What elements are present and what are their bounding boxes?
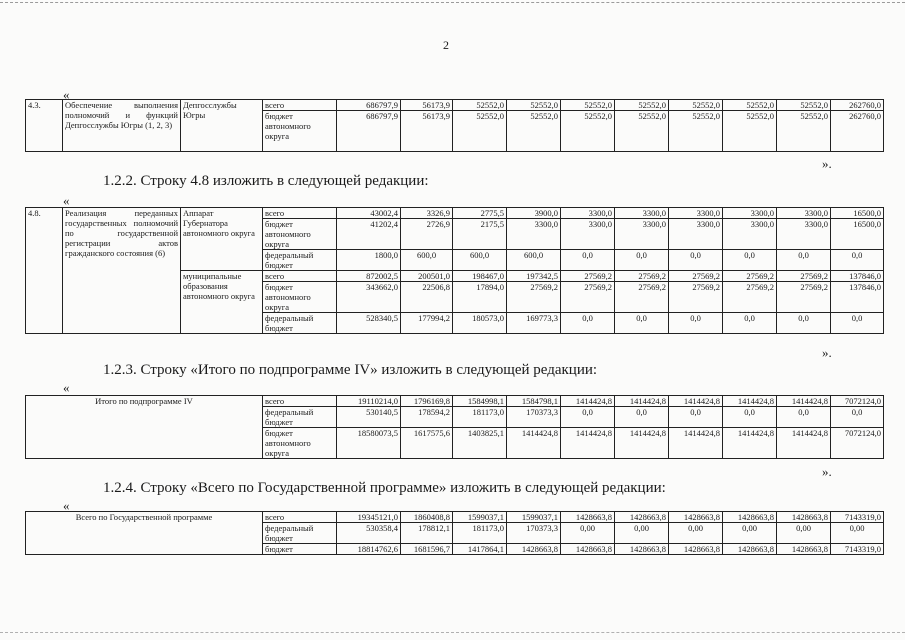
value-cell: 3300,0 bbox=[561, 208, 615, 219]
value-cell: 27569,2 bbox=[669, 271, 723, 282]
value-cell: 2726,9 bbox=[401, 219, 453, 250]
measure-name: Обеспечение выполнения полномочий и функций Депгосслужбы Югры (1, 2, 3) bbox=[63, 100, 181, 152]
value-cell: 1860408,8 bbox=[401, 512, 453, 523]
scan-top-edge bbox=[0, 2, 905, 3]
value-cell: 600,0 bbox=[401, 250, 453, 271]
value-cell: 52552,0 bbox=[777, 100, 831, 111]
table-program-total bbox=[25, 511, 884, 555]
value-cell: 27569,2 bbox=[507, 282, 561, 313]
table-subtotal-iv bbox=[25, 395, 884, 459]
open-quote: « bbox=[63, 380, 70, 395]
value-cell: 1428663,8 bbox=[561, 544, 615, 555]
section-heading-1-2-3: 1.2.3. Строку «Итого по подпрограмме IV» изложить в следующей редакции: bbox=[103, 362, 598, 378]
value-cell: 0,0 bbox=[615, 407, 669, 428]
row-title: Итого по подпрограмме IV bbox=[26, 396, 263, 459]
value-cell: 0,0 bbox=[561, 407, 615, 428]
value-cell: 177994,2 bbox=[401, 313, 453, 334]
value-cell: 530140,5 bbox=[337, 407, 401, 428]
value-cell: 52552,0 bbox=[561, 111, 615, 152]
value-cell: 686797,9 bbox=[337, 111, 401, 152]
value-cell: 43002,4 bbox=[337, 208, 401, 219]
scan-bottom-edge bbox=[0, 632, 905, 633]
value-cell: 0,0 bbox=[777, 250, 831, 271]
value-cell: 27569,2 bbox=[561, 271, 615, 282]
table-row-4-8 bbox=[25, 207, 884, 334]
value-cell: 1428663,8 bbox=[777, 544, 831, 555]
value-cell: 0,0 bbox=[831, 250, 884, 271]
value-cell: 0,0 bbox=[777, 313, 831, 334]
value-cell: 7143319,0 bbox=[831, 512, 884, 523]
value-cell: 27569,2 bbox=[777, 282, 831, 313]
value-cell: 169773,3 bbox=[507, 313, 561, 334]
value-cell: 181173,0 bbox=[453, 407, 507, 428]
source-label: федеральный бюджет bbox=[263, 523, 337, 544]
value-cell: 1599037,1 bbox=[453, 512, 507, 523]
value-cell: 27569,2 bbox=[723, 282, 777, 313]
table-row-4-3 bbox=[25, 99, 884, 152]
source-label: всего bbox=[263, 512, 337, 523]
value-cell: 0,0 bbox=[723, 407, 777, 428]
value-cell: 178594,2 bbox=[401, 407, 453, 428]
table-row bbox=[26, 396, 884, 407]
page-number: 2 bbox=[443, 38, 449, 52]
open-quote: « bbox=[63, 498, 70, 513]
value-cell: 600,0 bbox=[507, 250, 561, 271]
source-label: всего bbox=[263, 271, 337, 282]
value-cell: 1414424,8 bbox=[669, 428, 723, 459]
section-heading-1-2-4: 1.2.4. Строку «Всего по Государственной программе» изложить в следующей редакции: bbox=[103, 480, 666, 496]
value-cell: 197342,5 bbox=[507, 271, 561, 282]
value-cell: 1428663,8 bbox=[615, 512, 669, 523]
value-cell: 1414424,8 bbox=[615, 428, 669, 459]
value-cell: 52552,0 bbox=[615, 100, 669, 111]
value-cell: 1414424,8 bbox=[723, 396, 777, 407]
value-cell: 41202,4 bbox=[337, 219, 401, 250]
value-cell: 1414424,8 bbox=[507, 428, 561, 459]
value-cell: 1584998,1 bbox=[453, 396, 507, 407]
table-row bbox=[26, 208, 884, 219]
source-label: бюджет bbox=[263, 544, 337, 555]
value-cell: 0,0 bbox=[561, 250, 615, 271]
value-cell: 56173,9 bbox=[401, 100, 453, 111]
value-cell: 3300,0 bbox=[669, 219, 723, 250]
value-cell: 3300,0 bbox=[723, 208, 777, 219]
value-cell: 0,00 bbox=[669, 523, 723, 544]
table-row bbox=[26, 512, 884, 523]
source-label: всего bbox=[263, 100, 337, 111]
value-cell: 343662,0 bbox=[337, 282, 401, 313]
value-cell: 1403825,1 bbox=[453, 428, 507, 459]
source-label: федеральный бюджет bbox=[263, 250, 337, 271]
value-cell: 170373,3 bbox=[507, 407, 561, 428]
value-cell: 0,0 bbox=[831, 407, 884, 428]
value-cell: 3300,0 bbox=[615, 208, 669, 219]
open-quote: « bbox=[63, 87, 70, 102]
value-cell: 2175,5 bbox=[453, 219, 507, 250]
executor-name: Депгосслужбы Югры bbox=[181, 100, 263, 152]
value-cell: 1414424,8 bbox=[561, 396, 615, 407]
value-cell: 27569,2 bbox=[561, 282, 615, 313]
value-cell: 3900,0 bbox=[507, 208, 561, 219]
value-cell: 1428663,8 bbox=[777, 512, 831, 523]
value-cell: 1428663,8 bbox=[561, 512, 615, 523]
value-cell: 1800,0 bbox=[337, 250, 401, 271]
value-cell: 0,00 bbox=[723, 523, 777, 544]
source-label: федеральный бюджет bbox=[263, 407, 337, 428]
value-cell: 0,0 bbox=[615, 250, 669, 271]
value-cell: 0,0 bbox=[669, 313, 723, 334]
value-cell: 1428663,8 bbox=[507, 544, 561, 555]
value-cell: 52552,0 bbox=[453, 100, 507, 111]
executor-name: муниципальные образования автономного округа bbox=[181, 271, 263, 334]
value-cell: 1599037,1 bbox=[507, 512, 561, 523]
source-label: бюджет автономного округа bbox=[263, 428, 337, 459]
value-cell: 262760,0 bbox=[831, 100, 884, 111]
value-cell: 7072124,0 bbox=[831, 428, 884, 459]
value-cell: 0,00 bbox=[831, 523, 884, 544]
close-quote: ». bbox=[822, 464, 832, 479]
value-cell: 3300,0 bbox=[669, 208, 723, 219]
value-cell: 1428663,8 bbox=[723, 512, 777, 523]
value-cell: 1414424,8 bbox=[777, 428, 831, 459]
value-cell: 16500,0 bbox=[831, 219, 884, 250]
value-cell: 0,0 bbox=[723, 250, 777, 271]
value-cell: 3300,0 bbox=[507, 219, 561, 250]
value-cell: 2775,5 bbox=[453, 208, 507, 219]
value-cell: 137846,0 bbox=[831, 282, 884, 313]
value-cell: 1414424,8 bbox=[723, 428, 777, 459]
value-cell: 1428663,8 bbox=[723, 544, 777, 555]
value-cell: 600,0 bbox=[453, 250, 507, 271]
value-cell: 18814762,6 bbox=[337, 544, 401, 555]
value-cell: 0,0 bbox=[615, 313, 669, 334]
value-cell: 56173,9 bbox=[401, 111, 453, 152]
value-cell: 1414424,8 bbox=[669, 396, 723, 407]
value-cell: 52552,0 bbox=[669, 111, 723, 152]
value-cell: 52552,0 bbox=[453, 111, 507, 152]
value-cell: 1428663,8 bbox=[615, 544, 669, 555]
value-cell: 3300,0 bbox=[561, 219, 615, 250]
value-cell: 0,0 bbox=[777, 407, 831, 428]
value-cell: 1584798,1 bbox=[507, 396, 561, 407]
open-quote: « bbox=[63, 193, 70, 208]
value-cell: 52552,0 bbox=[615, 111, 669, 152]
value-cell: 7143319,0 bbox=[831, 544, 884, 555]
table-row bbox=[26, 100, 884, 111]
value-cell: 52552,0 bbox=[723, 100, 777, 111]
value-cell: 27569,2 bbox=[615, 271, 669, 282]
row-number: 4.8. bbox=[26, 208, 63, 334]
value-cell: 1414424,8 bbox=[777, 396, 831, 407]
value-cell: 0,0 bbox=[669, 250, 723, 271]
value-cell: 0,0 bbox=[669, 407, 723, 428]
value-cell: 530358,4 bbox=[337, 523, 401, 544]
value-cell: 52552,0 bbox=[561, 100, 615, 111]
value-cell: 3300,0 bbox=[777, 208, 831, 219]
row-title: Всего по Государственной программе bbox=[26, 512, 263, 555]
value-cell: 27569,2 bbox=[669, 282, 723, 313]
value-cell: 170373,3 bbox=[507, 523, 561, 544]
value-cell: 3326,9 bbox=[401, 208, 453, 219]
value-cell: 7072124,0 bbox=[831, 396, 884, 407]
value-cell: 686797,9 bbox=[337, 100, 401, 111]
value-cell: 52552,0 bbox=[669, 100, 723, 111]
value-cell: 3300,0 bbox=[723, 219, 777, 250]
value-cell: 19110214,0 bbox=[337, 396, 401, 407]
value-cell: 3300,0 bbox=[615, 219, 669, 250]
value-cell: 27569,2 bbox=[723, 271, 777, 282]
value-cell: 52552,0 bbox=[507, 111, 561, 152]
source-label: бюджет автономного округа bbox=[263, 111, 337, 152]
value-cell: 0,0 bbox=[561, 313, 615, 334]
value-cell: 137846,0 bbox=[831, 271, 884, 282]
value-cell: 180573,0 bbox=[453, 313, 507, 334]
measure-name: Реализация переданных государственных полномочий по государственной регистрации актов гражданского состояния (6) bbox=[63, 208, 181, 334]
value-cell: 872002,5 bbox=[337, 271, 401, 282]
value-cell: 200501,0 bbox=[401, 271, 453, 282]
value-cell: 528340,5 bbox=[337, 313, 401, 334]
value-cell: 262760,0 bbox=[831, 111, 884, 152]
value-cell: 1414424,8 bbox=[615, 396, 669, 407]
value-cell: 27569,2 bbox=[777, 271, 831, 282]
value-cell: 0,0 bbox=[831, 313, 884, 334]
value-cell: 0,00 bbox=[777, 523, 831, 544]
value-cell: 18580073,5 bbox=[337, 428, 401, 459]
value-cell: 1428663,8 bbox=[669, 544, 723, 555]
source-label: бюджет автономного округа bbox=[263, 282, 337, 313]
value-cell: 1617575,6 bbox=[401, 428, 453, 459]
value-cell: 178812,1 bbox=[401, 523, 453, 544]
value-cell: 52552,0 bbox=[507, 100, 561, 111]
close-quote: ». bbox=[822, 345, 832, 360]
value-cell: 0,0 bbox=[723, 313, 777, 334]
source-label: федеральный бюджет bbox=[263, 313, 337, 334]
value-cell: 52552,0 bbox=[723, 111, 777, 152]
value-cell: 1796169,8 bbox=[401, 396, 453, 407]
value-cell: 17894,0 bbox=[453, 282, 507, 313]
value-cell: 1428663,8 bbox=[669, 512, 723, 523]
source-label: всего bbox=[263, 396, 337, 407]
value-cell: 181173,0 bbox=[453, 523, 507, 544]
value-cell: 1414424,8 bbox=[561, 428, 615, 459]
value-cell: 22506,8 bbox=[401, 282, 453, 313]
value-cell: 3300,0 bbox=[777, 219, 831, 250]
value-cell: 1417864,1 bbox=[453, 544, 507, 555]
close-quote: ». bbox=[822, 156, 832, 171]
value-cell: 19345121,0 bbox=[337, 512, 401, 523]
executor-name: Аппарат Губернатора автономного округа bbox=[181, 208, 263, 271]
value-cell: 0,00 bbox=[615, 523, 669, 544]
value-cell: 0,00 bbox=[561, 523, 615, 544]
value-cell: 27569,2 bbox=[615, 282, 669, 313]
value-cell: 52552,0 bbox=[777, 111, 831, 152]
source-label: бюджет автономного округа bbox=[263, 219, 337, 250]
value-cell: 1681596,7 bbox=[401, 544, 453, 555]
row-number: 4.3. bbox=[26, 100, 63, 152]
value-cell: 198467,0 bbox=[453, 271, 507, 282]
value-cell: 16500,0 bbox=[831, 208, 884, 219]
source-label: всего bbox=[263, 208, 337, 219]
section-heading-1-2-2: 1.2.2. Строку 4.8 изложить в следующей редакции: bbox=[103, 173, 429, 189]
